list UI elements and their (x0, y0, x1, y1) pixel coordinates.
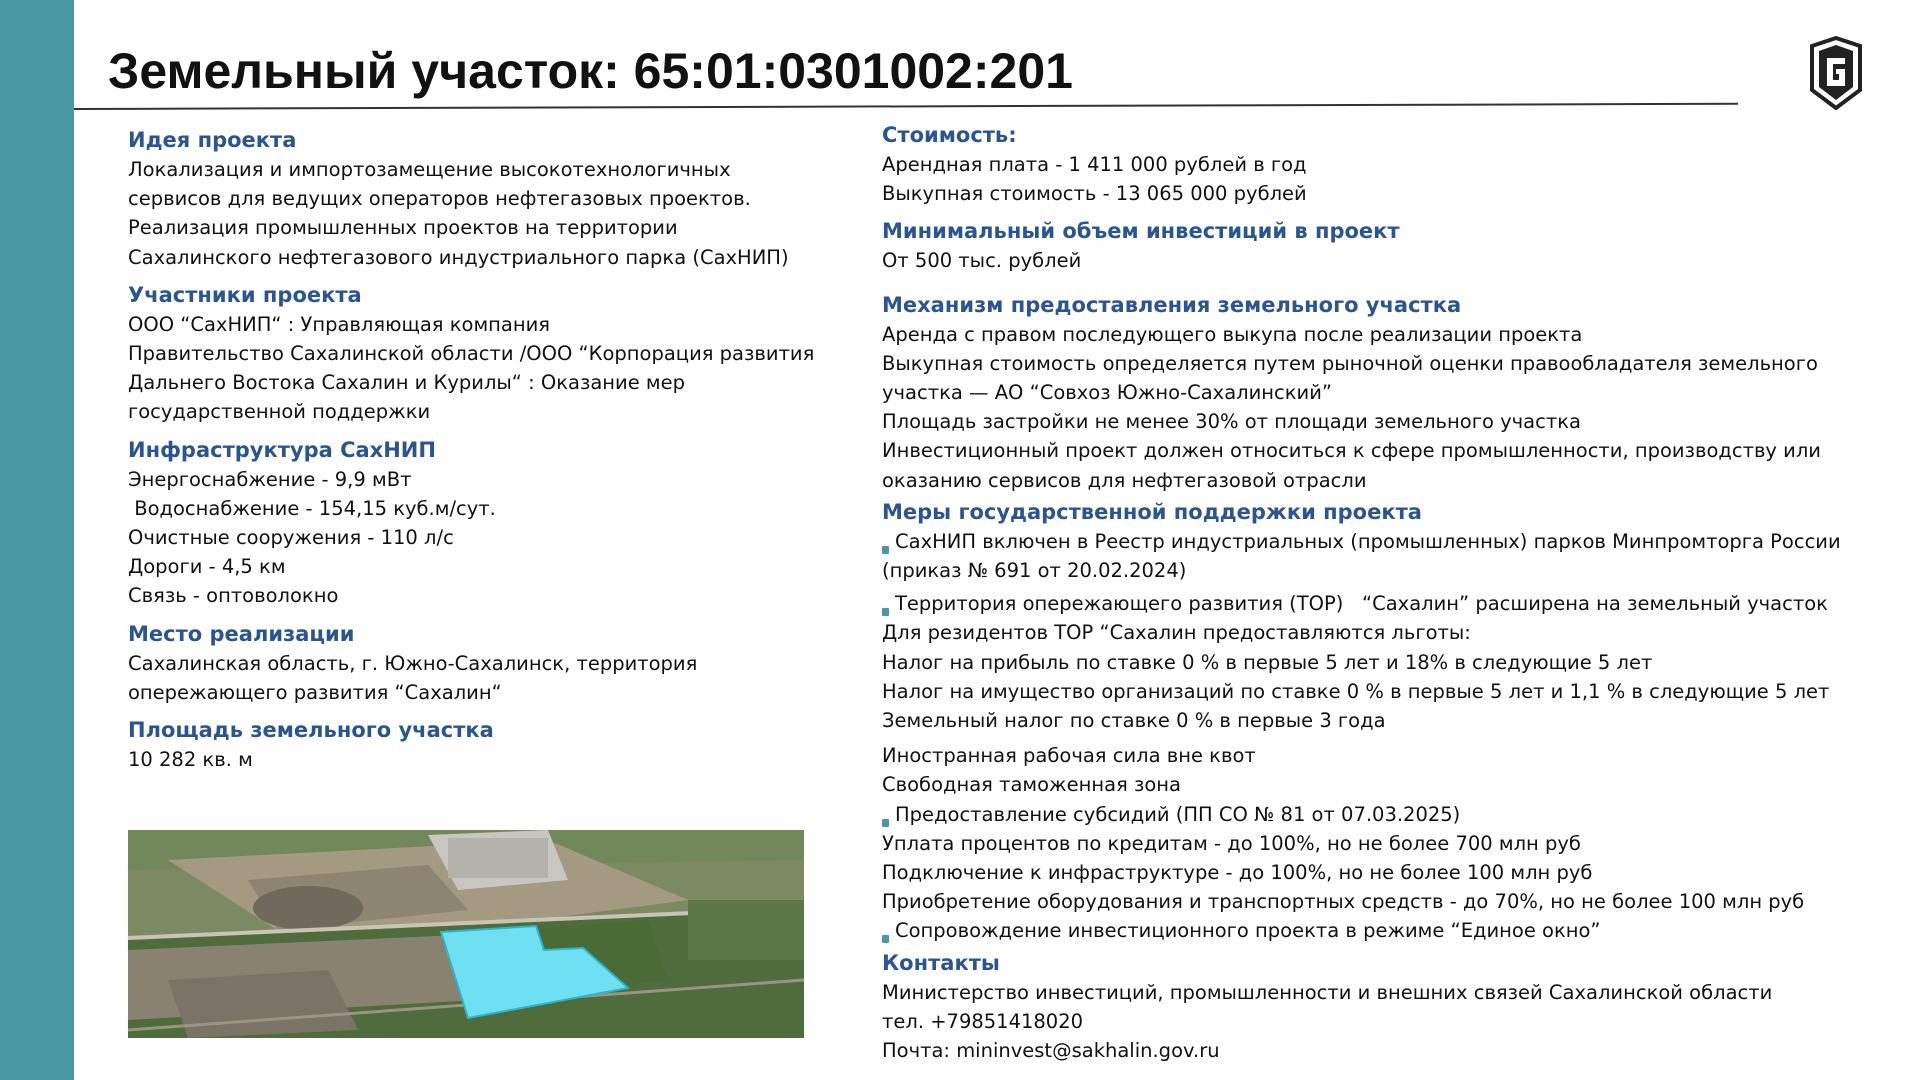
participants-line: Дальнего Востока Сахалин и Курилы“ : Оказание мер (128, 371, 685, 395)
cost-line: Выкупная стоимость - 13 065 000 рублей (882, 182, 1307, 206)
page-title: Земельный участок: 65:01:0301002:201 (108, 43, 1073, 99)
other-measure: Свободная таможенная зона (882, 773, 1181, 797)
square-bullet-icon (882, 935, 889, 943)
mechanism-line: Площадь застройки не менее 30% от площади земельного участка (882, 410, 1581, 434)
infrastructure-line: Очистные сооружения - 110 л/с (128, 526, 454, 550)
infrastructure-line: Энергоснабжение - 9,9 мВт (128, 467, 412, 491)
contacts-ministry: Министерство инвестиций, промышленности и внешних связей Сахалинской области (882, 980, 1773, 1004)
mechanism-line: оказанию сервисов для нефтегазовой отрасли (882, 468, 1367, 492)
cost-heading: Стоимость: (882, 123, 1017, 147)
min-investment-heading: Минимальный объем инвестиций в проект (882, 219, 1400, 244)
mechanism-line: участка — АО “Совхоз Южно-Сахалинский” (882, 381, 1333, 405)
participants-line: ООО “СахНИП“ : Управляющая компания (128, 312, 551, 336)
title-divider (74, 103, 1738, 110)
tor-line: Налог на прибыль по ставке 0 % в первые 5 лет и 18% в следующие 5 лет (882, 650, 1653, 674)
support-heading: Меры государственной поддержки проекта (882, 499, 1422, 524)
participants-section (128, 280, 848, 427)
square-bullet-icon (882, 546, 889, 554)
area-heading: Площадь земельного участка (128, 718, 494, 743)
cost-section (882, 120, 1912, 208)
tor-text-b: “Сахалин” расширена на земельный участок (1362, 592, 1828, 616)
square-bullet-icon (882, 608, 889, 616)
min-investment-value: От 500 тыс. рублей (882, 249, 1082, 273)
location-section (128, 619, 848, 707)
idea-line: Сахалинского нефтегазового индустриального парка (СахНИП) (128, 245, 789, 269)
tor-text-a: Территория опережающего развития (ТОР) (895, 592, 1344, 616)
mechanism-line: Выкупная стоимость определяется путем рыночной оценки правообладателя земельного (882, 351, 1818, 375)
right-column (882, 120, 1912, 1073)
single-window-text: Сопровождение инвестиционного проекта в режиме “Единое окно” (895, 919, 1601, 943)
subsidy-line: Подключение к инфраструктуре - до 100%, но не более 100 млн руб (882, 861, 1593, 885)
shield-logo-icon (1808, 36, 1864, 110)
infrastructure-line: Связь - оптоволокно (128, 584, 339, 608)
idea-line: сервисов для ведущих операторов нефтегазовых проектов. (128, 187, 751, 211)
tor-line: Земельный налог по ставке 0 % в первые 3 года (882, 709, 1386, 733)
tor-line: Налог на имущество организаций по ставке 0 % в первые 5 лет и 1,1 % в следующие 5 лет (882, 679, 1830, 703)
aerial-site-photo (128, 830, 804, 1038)
mechanism-line: Инвестиционный проект должен относиться к сфере промышленности, производству или (882, 439, 1821, 463)
registry-text: СахНИП включен в Реестр индустриальных (промышленных) парков Минпромторга России (895, 529, 1841, 553)
side-accent-bar (0, 0, 74, 1080)
registry-cont: (приказ № 691 от 20.02.2024) (882, 559, 1187, 583)
mechanism-heading: Механизм предоставления земельного участка (882, 292, 1462, 317)
mechanism-section (882, 290, 1912, 495)
contacts-phone: тел. +79851418020 (882, 1009, 1084, 1033)
mechanism-line: Аренда с правом последующего выкупа после реализации проекта (882, 322, 1583, 346)
contacts-heading: Контакты (882, 950, 1000, 975)
contacts-section (882, 948, 1912, 1066)
square-bullet-icon (882, 819, 889, 827)
infrastructure-heading: Инфраструктура СахНИП (128, 437, 436, 462)
subsidy-line: Уплата процентов по кредитам - до 100%, но не более 700 млн руб (882, 831, 1581, 855)
participants-heading: Участники проекта (128, 282, 362, 307)
subsidy-line: Приобретение оборудования и транспортных средств - до 70%, но не более 100 млн руб (882, 890, 1805, 914)
single-window-item (882, 916, 1912, 945)
min-investment-section (882, 216, 1912, 275)
tor-line: Для резидентов ТОР “Сахалин предоставляются льготы: (882, 621, 1471, 645)
contacts-email: Почта: mininvest@sakhalin.gov.ru (882, 1039, 1220, 1063)
registry-item (882, 527, 1912, 556)
infrastructure-section (128, 435, 848, 611)
participants-line: государственной поддержки (128, 400, 431, 424)
support-section (882, 497, 1912, 946)
idea-line: Реализация промышленных проектов на территории (128, 216, 678, 240)
cost-line: Арендная плата - 1 411 000 рублей в год (882, 153, 1307, 176)
tor-item (882, 589, 1912, 618)
participants-line: Правительство Сахалинской области /ООО “Корпорация развития (128, 342, 815, 366)
idea-heading: Идея проекта (128, 128, 297, 152)
location-line: опережающего развития “Сахалин“ (128, 680, 502, 704)
location-heading: Место реализации (128, 621, 355, 646)
subsidy-text: Предоставление субсидий (ПП СО № 81 от 07.03.2025) (895, 802, 1461, 826)
area-section (128, 715, 848, 774)
idea-section (128, 125, 848, 272)
left-column (128, 125, 848, 782)
infrastructure-line: Дороги - 4,5 км (128, 555, 286, 579)
area-value: 10 282 кв. м (128, 748, 253, 772)
location-line: Сахалинская область, г. Южно-Сахалинск, территория (128, 651, 698, 675)
idea-line: Локализация и импортозамещение высокотехнологичных (128, 158, 731, 181)
other-measure: Иностранная рабочая сила вне квот (882, 744, 1256, 768)
subsidy-item (882, 800, 1912, 829)
infrastructure-line: Водоснабжение - 154,15 куб.м/сут. (128, 496, 496, 520)
